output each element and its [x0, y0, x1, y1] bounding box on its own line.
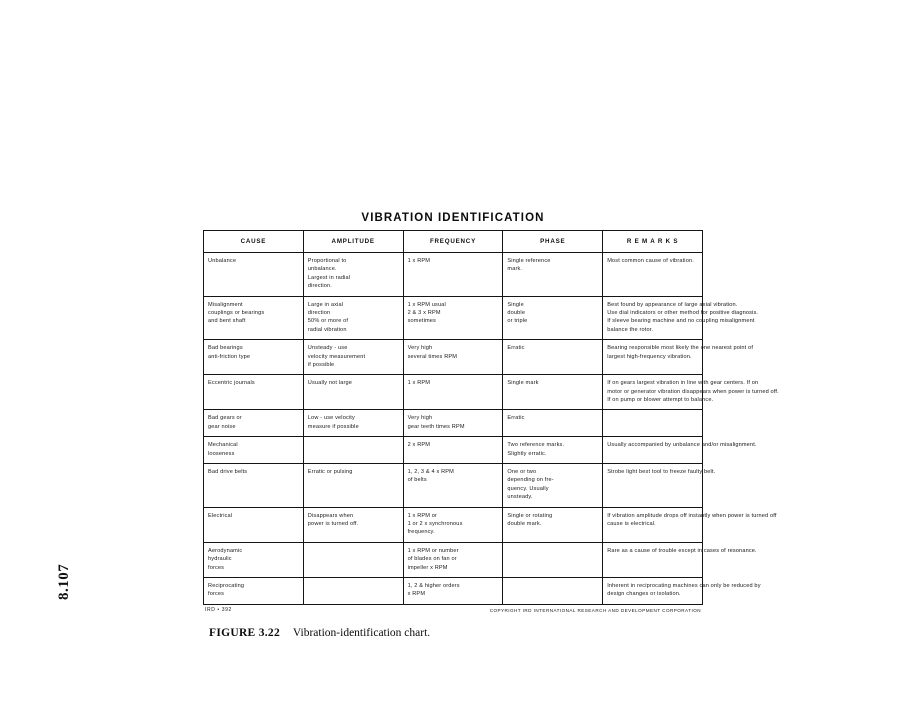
- cell-cause: [204, 542, 304, 577]
- cell-phase: [503, 296, 603, 340]
- cell-lines: [507, 512, 599, 529]
- cell-lines: [408, 301, 500, 326]
- cell-remarks: [603, 542, 757, 577]
- cell-amplitude: [303, 507, 403, 542]
- cell-remarks: [603, 410, 703, 437]
- table-row: [204, 253, 703, 297]
- cell-line: 1 x RPM or: [407, 512, 438, 519]
- cell-line: Most common cause of vibration.: [607, 258, 694, 264]
- cell-lines: [507, 468, 599, 502]
- cell-line: Largest in radial: [307, 274, 351, 281]
- column-header-cause: CAUSE: [204, 231, 304, 253]
- column-header-amplitude: AMPLITUDE: [303, 231, 403, 253]
- cell-frequency: [403, 507, 503, 542]
- cell-lines: [208, 547, 300, 572]
- table-row: [204, 340, 703, 375]
- cell-line: 2 x RPM: [407, 442, 431, 449]
- cell-line: design changes or isolation.: [607, 591, 681, 598]
- cell-line: x RPM: [407, 591, 426, 598]
- cell-lines: [308, 379, 400, 387]
- cell-line: forces: [208, 591, 225, 598]
- cell-line: Unsteady - use: [307, 345, 348, 352]
- cell-line: Strobe light best tool to freeze faulty belt.: [607, 469, 716, 476]
- cell-lines: [408, 468, 500, 485]
- cell-line: Usually accompanied by unbalance and/or misalignment.: [607, 442, 757, 449]
- cell-lines: [408, 257, 500, 265]
- cell-amplitude: [303, 437, 403, 464]
- cell-line: Single or rotating: [507, 512, 553, 519]
- cell-line: velocity measurement: [307, 353, 366, 360]
- page-number: 8.107: [56, 563, 72, 600]
- cell-cause: [204, 437, 304, 464]
- cell-amplitude: [303, 253, 403, 297]
- cell-line: 1, 2, 3 & 4 x RPM: [407, 469, 454, 476]
- cell-line: measure if possible: [307, 423, 359, 430]
- cell-line: 1 x RPM: [407, 380, 431, 387]
- cell-line: Aerodynamic: [208, 547, 243, 554]
- cell-frequency: [403, 542, 503, 577]
- cell-line: gear teeth times RPM: [407, 423, 465, 430]
- figure-label: FIGURE 3.22: [209, 626, 281, 639]
- cell-line: of belts: [407, 477, 427, 484]
- cell-cause: [204, 296, 304, 340]
- table-body: [204, 253, 779, 605]
- cell-amplitude: [303, 375, 403, 410]
- cell-line: Inherent in reciprocating machines can only be reduced by: [607, 582, 761, 589]
- cell-amplitude: [303, 296, 403, 340]
- cell-line: Single mark: [507, 380, 539, 387]
- figure-caption-text: Vibration-identification chart.: [292, 626, 431, 639]
- cell-line: or triple: [507, 318, 528, 325]
- cell-line: frequency.: [407, 529, 435, 536]
- cell-line: Single: [507, 301, 524, 308]
- cell-cause: [204, 464, 304, 508]
- cell-lines: [408, 414, 500, 431]
- cell-lines: [208, 257, 300, 265]
- cell-lines: [208, 441, 300, 458]
- cell-line: if possible: [307, 361, 335, 368]
- cell-line: Erratic or pulsing: [307, 469, 353, 476]
- cell-line: quency. Usually: [507, 485, 549, 492]
- cell-phase: [503, 253, 603, 297]
- cell-lines: [607, 257, 699, 265]
- table-row: [204, 296, 703, 340]
- cell-lines: [208, 379, 300, 387]
- cell-cause: [204, 507, 304, 542]
- cell-line: Usually not large: [307, 380, 353, 387]
- cell-remarks: [603, 507, 777, 542]
- cell-line: cause is electrical.: [607, 520, 656, 527]
- cell-line: direction.: [307, 283, 332, 290]
- cell-line: Proportional to: [307, 258, 347, 264]
- cell-lines: [208, 344, 300, 361]
- table-footnotes: [203, 605, 703, 619]
- cell-line: Misalignment: [208, 301, 243, 308]
- cell-line: Bad gears or: [208, 415, 242, 422]
- cell-remarks: [603, 253, 703, 297]
- cell-frequency: [403, 253, 503, 297]
- cell-line: If on pump or blower attempt to balance.: [607, 397, 714, 404]
- cell-line: hydraulic: [208, 556, 232, 563]
- cell-line: If vibration amplitude drops off instantly when power is turned off: [607, 512, 777, 519]
- cell-line: Bad drive belts: [208, 469, 248, 476]
- cell-frequency: [403, 464, 503, 508]
- cell-line: mark.: [507, 266, 523, 273]
- column-header-frequency: FREQUENCY: [403, 231, 503, 253]
- cell-lines: [607, 441, 757, 449]
- cell-lines: [607, 301, 759, 335]
- cell-line: Two reference marks.: [507, 442, 565, 449]
- cell-remarks: [603, 296, 759, 340]
- cell-line: sometimes: [407, 318, 436, 325]
- cell-line: Erratic: [507, 415, 525, 422]
- cell-line: Disappears when: [307, 512, 354, 519]
- cell-lines: [507, 257, 599, 274]
- cell-lines: [607, 512, 777, 529]
- table-row: [204, 464, 703, 508]
- cell-remarks: [603, 577, 761, 604]
- cell-lines: [408, 547, 500, 572]
- cell-lines: [208, 468, 300, 476]
- cell-cause: [204, 253, 304, 297]
- cell-line: Slightly erratic.: [507, 450, 547, 457]
- cell-lines: [408, 344, 500, 361]
- cell-lines: [507, 301, 599, 326]
- chart-title: VIBRATION IDENTIFICATION: [361, 212, 545, 224]
- cell-cause: [204, 375, 304, 410]
- cell-lines: [308, 512, 400, 529]
- cell-lines: [208, 582, 300, 599]
- cell-phase: [503, 410, 603, 437]
- cell-line: double: [507, 309, 526, 316]
- cell-lines: [408, 379, 500, 387]
- cell-line: Rare as a cause of trouble except in cases of resonance.: [607, 547, 757, 554]
- cell-cause: [204, 410, 304, 437]
- cell-frequency: [403, 375, 503, 410]
- table-header-row: [204, 231, 703, 253]
- cell-line: gear noise: [208, 423, 236, 430]
- figure-vibration-identification-chart: [203, 212, 779, 639]
- cell-frequency: [403, 340, 503, 375]
- cell-amplitude: [303, 542, 403, 577]
- cell-line: direction: [307, 309, 331, 316]
- cell-phase: [503, 375, 603, 410]
- document-code: IRD • 392: [205, 606, 232, 613]
- cell-remarks: [603, 437, 757, 464]
- cell-line: and bent shaft: [208, 318, 246, 325]
- cell-line: Mechanical: [208, 442, 238, 449]
- cell-line: anti-friction type: [208, 353, 251, 360]
- cell-line: balance the rotor.: [607, 326, 654, 333]
- cell-phase: [503, 437, 603, 464]
- table-row: [204, 507, 703, 542]
- cell-line: power is turned off.: [307, 520, 359, 527]
- cell-lines: [308, 414, 400, 431]
- cell-line: Very high: [407, 415, 433, 422]
- table-row: [204, 577, 703, 604]
- cell-cause: [204, 577, 304, 604]
- cell-cause: [204, 340, 304, 375]
- cell-lines: [308, 468, 400, 476]
- cell-line: radial vibration: [307, 326, 347, 333]
- table-row: [204, 542, 703, 577]
- cell-line: 50% or more of: [307, 318, 349, 325]
- cell-line: If sleeve bearing machine and no coupling misalignment: [607, 318, 755, 325]
- cell-line: Best found by appearance of large axial vibration.: [607, 301, 738, 308]
- cell-line: Use dial indicators or other method for positive diagnosis.: [607, 309, 759, 316]
- cell-lines: [507, 441, 599, 458]
- cell-lines: [208, 414, 300, 431]
- cell-remarks: [603, 375, 779, 410]
- copyright-notice: COPYRIGHT IRD INTERNATIONAL RESEARCH AND DEVELOPMENT CORPORATION: [489, 607, 701, 613]
- cell-amplitude: [303, 410, 403, 437]
- cell-line: Eccentric journals: [208, 380, 255, 387]
- cell-lines: [408, 582, 500, 599]
- cell-amplitude: [303, 577, 403, 604]
- cell-lines: [607, 582, 761, 599]
- table-row: [204, 437, 703, 464]
- cell-line: Large in axial: [307, 301, 344, 308]
- table-row: [204, 410, 703, 437]
- cell-lines: [208, 512, 300, 520]
- cell-line: Unbalance: [208, 258, 237, 264]
- cell-line: of blades on fan or: [407, 556, 457, 563]
- cell-line: several times RPM: [407, 353, 458, 360]
- cell-amplitude: [303, 340, 403, 375]
- cell-line: Bearing responsible most likely the one nearest point of: [607, 345, 754, 352]
- cell-phase: [503, 507, 603, 542]
- column-header-remarks: R E M A R K S: [603, 231, 703, 253]
- cell-line: unbalance.: [307, 266, 337, 273]
- cell-line: Electrical: [208, 512, 233, 519]
- cell-line: 1, 2 & higher orders: [407, 582, 460, 589]
- cell-line: Very high: [407, 345, 433, 352]
- cell-line: motor or generator vibration disappears when power is turned off.: [607, 388, 779, 395]
- cell-lines: [308, 257, 400, 291]
- cell-lines: [507, 379, 599, 387]
- cell-line: If on gears largest vibration in line with gear centers. If on: [607, 380, 759, 387]
- cell-lines: [507, 414, 599, 422]
- cell-lines: [607, 379, 779, 404]
- cell-line: 1 or 2 x synchronous: [407, 520, 463, 527]
- cell-line: Reciprocating: [208, 582, 245, 589]
- cell-frequency: [403, 296, 503, 340]
- cell-line: 1 x RPM or number: [407, 547, 459, 554]
- cell-line: couplings or bearings: [208, 309, 265, 316]
- cell-frequency: [403, 437, 503, 464]
- cell-line: Erratic: [507, 345, 525, 352]
- cell-line: Bad bearings: [208, 345, 243, 352]
- table-row: [204, 375, 703, 410]
- cell-lines: [507, 344, 599, 352]
- cell-lines: [208, 301, 300, 326]
- cell-lines: [607, 344, 754, 361]
- cell-phase: [503, 340, 603, 375]
- cell-lines: [607, 468, 716, 476]
- cell-line: looseness: [208, 450, 235, 457]
- cell-frequency: [403, 410, 503, 437]
- cell-line: unsteady.: [507, 494, 533, 501]
- cell-line: 2 & 3 x RPM: [407, 309, 441, 316]
- cell-line: impeller x RPM: [407, 564, 448, 571]
- vibration-identification-table: [203, 230, 779, 605]
- cell-line: 1 x RPM usual: [407, 301, 446, 308]
- figure-caption: [203, 627, 703, 639]
- cell-line: One or two: [507, 469, 537, 476]
- cell-line: largest high-frequency vibration.: [607, 353, 692, 360]
- cell-line: depending on fre-: [507, 477, 554, 484]
- cell-phase: [503, 542, 603, 577]
- cell-lines: [308, 344, 400, 369]
- cell-lines: [308, 301, 400, 335]
- cell-lines: [607, 547, 757, 555]
- cell-line: Single reference: [507, 258, 551, 264]
- cell-remarks: [603, 340, 754, 375]
- cell-line: 1 x RPM: [407, 258, 431, 264]
- cell-line: forces: [208, 564, 225, 571]
- cell-line: double mark.: [507, 520, 542, 527]
- cell-lines: [408, 441, 500, 449]
- cell-phase: [503, 464, 603, 508]
- column-header-phase: PHASE: [503, 231, 603, 253]
- cell-frequency: [403, 577, 503, 604]
- cell-remarks: [603, 464, 716, 508]
- cell-line: Low - use velocity: [307, 415, 355, 422]
- cell-amplitude: [303, 464, 403, 508]
- cell-lines: [408, 512, 500, 537]
- cell-phase: [503, 577, 603, 604]
